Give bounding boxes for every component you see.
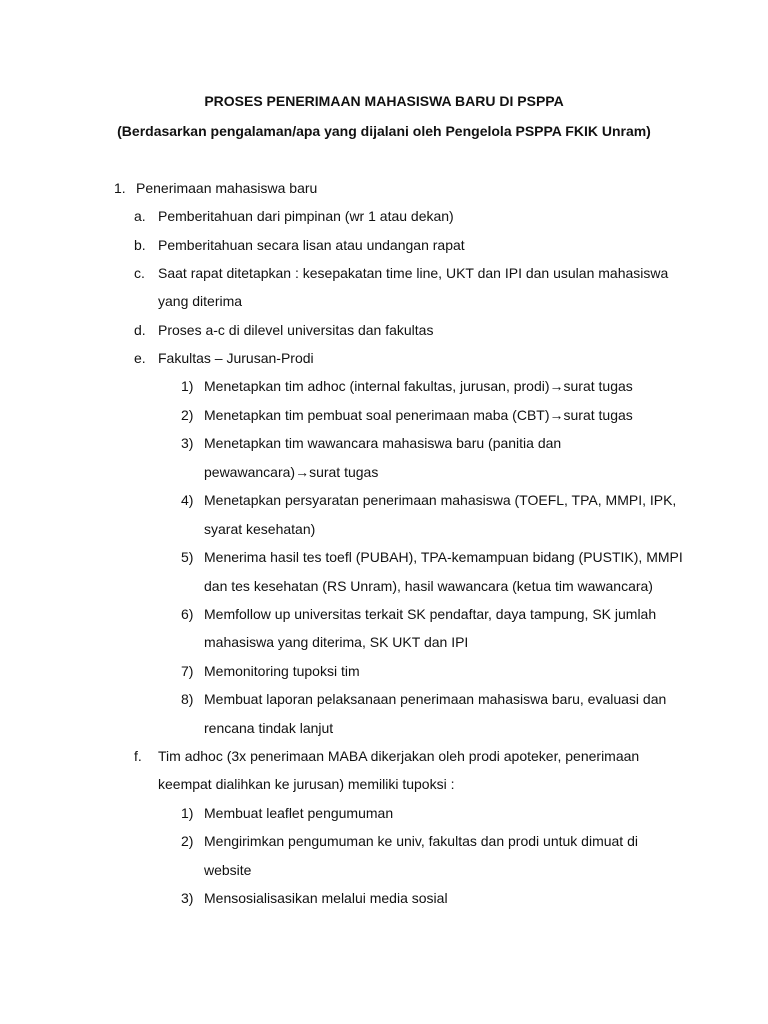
e-subitem-5-line2: dan tes kesehatan (RS Unram), hasil wawancara (ketua tim wawancara): [204, 578, 653, 594]
item-a-text: Pemberitahuan dari pimpinan (wr 1 atau dekan): [158, 208, 454, 224]
e-subitem-1-text: Menetapkan tim adhoc (internal fakultas, jurusan, prodi)→surat tugas: [204, 378, 633, 394]
item-e-text: Fakultas – Jurusan-Prodi: [158, 350, 314, 366]
item-c-marker: c.: [134, 265, 145, 281]
right-arrow-icon: →: [549, 378, 564, 394]
f-subitem-1-text: Membuat leaflet pengumuman: [204, 805, 394, 821]
document-subtitle: (Berdasarkan pengalaman/apa yang dijalani oleh Pengelola PSPPA FKIK Unram): [117, 123, 651, 139]
f-subitem-3-text: Mensosialisasikan melalui media sosial: [204, 890, 448, 906]
e-subitem-5-line1: Menerima hasil tes toefl (PUBAH), TPA-kemampuan bidang (PUSTIK), MMPI: [204, 549, 683, 565]
item-d-text: Proses a-c di dilevel universitas dan fakultas: [158, 322, 434, 338]
e-subitem-8-line1: Membuat laporan pelaksanaan penerimaan mahasiswa baru, evaluasi dan: [204, 691, 667, 707]
e-subitem-6-line2: mahasiswa yang diterima, SK UKT dan IPI: [204, 634, 469, 650]
e-subitem-7-marker: 7): [181, 663, 194, 679]
f-subitem-3-marker: 3): [181, 890, 194, 906]
right-arrow-icon: →: [549, 407, 564, 423]
e-subitem-7-text: Memonitoring tupoksi tim: [204, 663, 360, 679]
e-subitem-4-marker: 4): [181, 492, 194, 508]
f-subitem-2-marker: 2): [181, 833, 194, 849]
e-subitem-5-marker: 5): [181, 549, 194, 565]
f-subitem-2-line2: website: [204, 862, 252, 878]
e-subitem-8-marker: 8): [181, 691, 194, 707]
e-subitem-3-line1: Menetapkan tim wawancara mahasiswa baru (panitia dan: [204, 435, 562, 451]
item-f-line2: keempat dialihkan ke jurusan) memiliki tupoksi :: [158, 776, 455, 792]
f-subitem-1-marker: 1): [181, 805, 194, 821]
document-title: PROSES PENERIMAAN MAHASISWA BARU DI PSPPA: [204, 93, 564, 109]
item-f-line1: Tim adhoc (3x penerimaan MABA dikerjakan oleh prodi apoteker, penerimaan: [158, 748, 640, 764]
f-subitem-2-line1: Mengirimkan pengumuman ke univ, fakultas dan prodi untuk dimuat di: [204, 833, 638, 849]
item-a-marker: a.: [134, 208, 146, 224]
section-1-number: 1.: [114, 180, 126, 196]
e-subitem-2-marker: 2): [181, 407, 194, 423]
item-c-line1: Saat rapat ditetapkan : kesepakatan time line, UKT dan IPI dan usulan mahasiswa: [158, 265, 669, 281]
e-subitem-6-marker: 6): [181, 606, 194, 622]
item-c-line2: yang diterima: [158, 293, 243, 309]
e-subitem-3-line2: pewawancara)→surat tugas: [204, 464, 379, 480]
item-d-marker: d.: [134, 322, 146, 338]
right-arrow-icon: →: [295, 464, 310, 480]
item-b-marker: b.: [134, 237, 146, 253]
e-subitem-3-marker: 3): [181, 435, 194, 451]
e-subitem-4-line2: syarat kesehatan): [204, 521, 316, 537]
e-subitem-1-marker: 1): [181, 378, 194, 394]
e-subitem-2-text: Menetapkan tim pembuat soal penerimaan maba (CBT)→surat tugas: [204, 407, 633, 423]
section-1-heading: Penerimaan mahasiswa baru: [136, 180, 318, 196]
e-subitem-6-line1: Memfollow up universitas terkait SK pendaftar, daya tampung, SK jumlah: [204, 606, 657, 622]
item-b-text: Pemberitahuan secara lisan atau undangan rapat: [158, 237, 465, 253]
item-e-marker: e.: [134, 350, 146, 366]
e-subitem-4-line1: Menetapkan persyaratan penerimaan mahasiswa (TOEFL, TPA, MMPI, IPK,: [204, 492, 677, 508]
item-f-marker: f.: [134, 748, 142, 764]
e-subitem-8-line2: rencana tindak lanjut: [204, 720, 334, 736]
